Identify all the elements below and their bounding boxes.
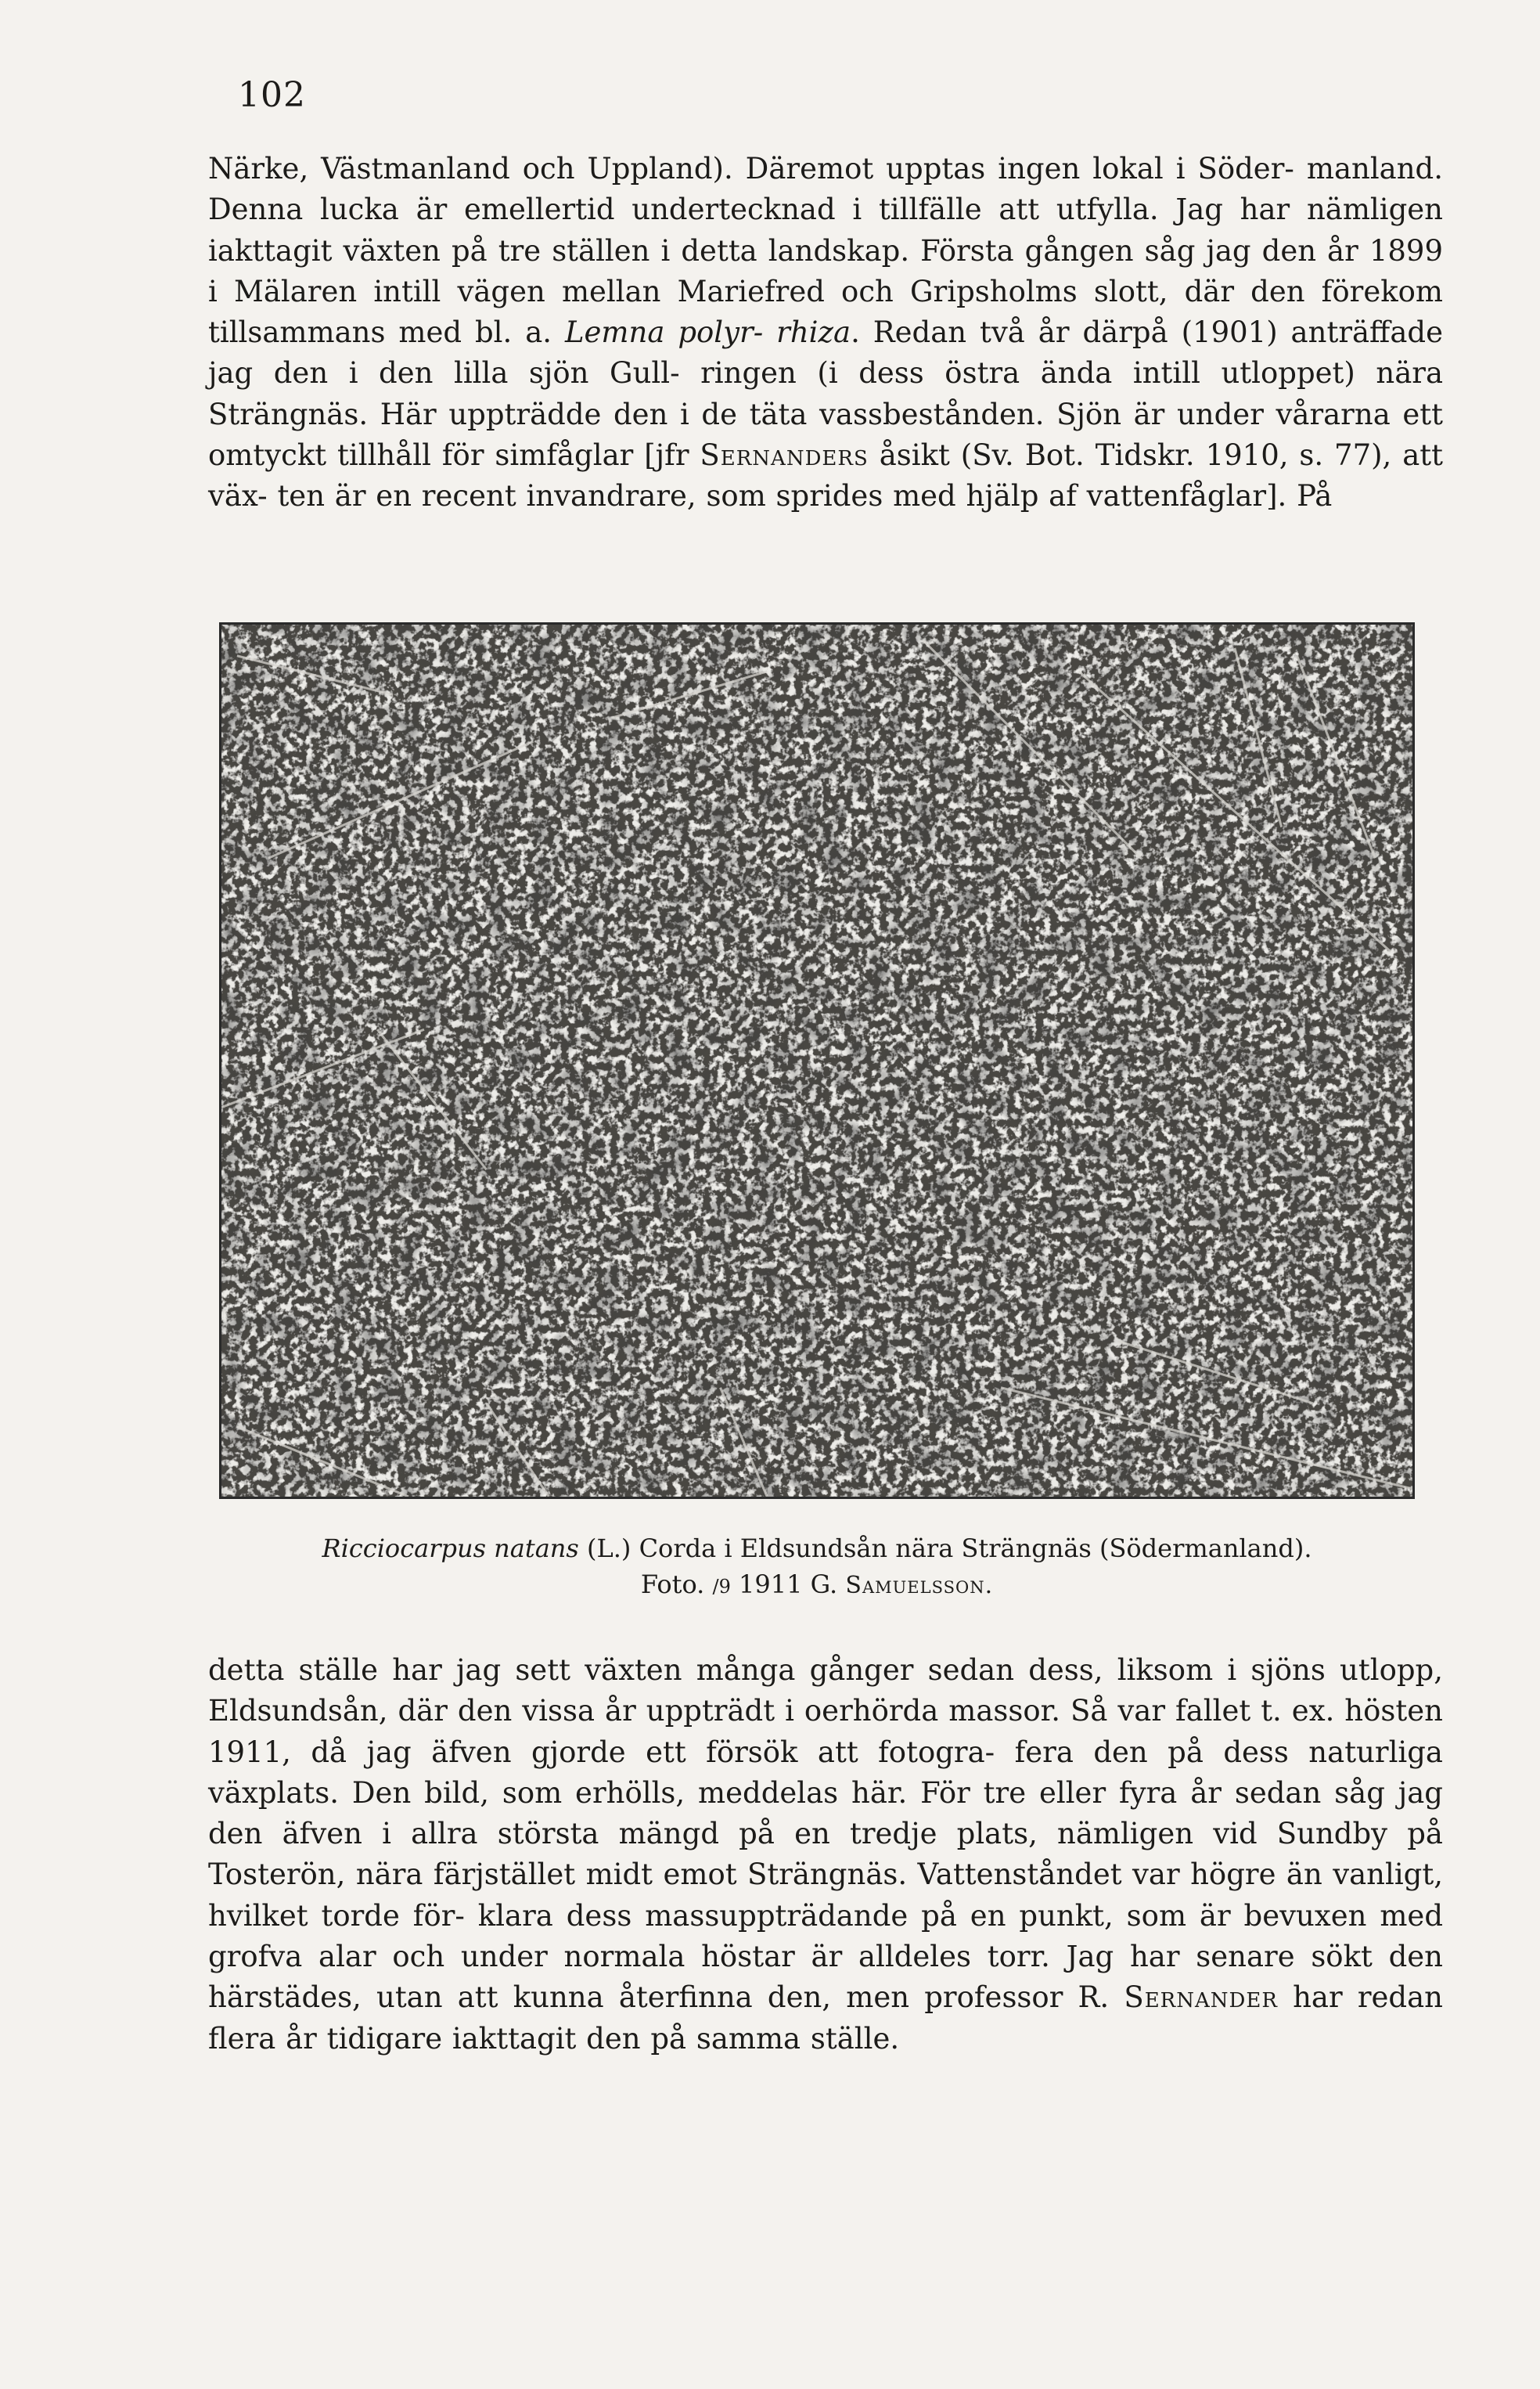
paragraph-bottom [208,1650,1443,2059]
text-run: detta ställe har jag sett växten många gånger sedan dess, liksom i sjöns utlopp, Eldsundsån, där den vissa år uppträdt i oerhörda massor. Så var fallet t. ex. hösten 1911, då jag äfven gjorde ett försök att fotogra- fera den på dess naturliga växplats. Den bild, som erhölls, meddelas här. För tre eller fyra år sedan såg jag den äfven i allra största mängd på en tredje plats, nämligen vid Sundby på Tosterön, nära färjstället midt emot Strängnäs. Vattenståndet var högre än vanligt, hvilket torde för- klara dess massuppträdande på en punkt, som är bevuxen med grofva alar och under normala höstar är alldeles torr. Jag har senare sökt den härstädes, utan att kunna återfinna den, men professor R. [208,1653,1443,2015]
author-name-sernanders: Sernanders [700,438,869,473]
body-text-top [208,149,1443,517]
text-run: åsikt (Sv. Bot. Tidskr. 1910, s. 77), att väx- ten är en recent invandrare, som sprides med hjälp af vattenfåglar]. På [208,438,1443,513]
caption-species-name: Ricciocarpus natans [322,1533,579,1563]
caption-line-2 [219,1566,1415,1605]
text-run: har redan flera år tidigare iakttagit den på samma ställe. [208,1980,1443,2056]
caption-text: (L.) Corda i Eldsundsån nära Strängnäs (Södermanland). [578,1533,1312,1563]
species-name-lemna: Lemna polyr- rhiza [564,315,851,350]
paragraph-top [208,149,1443,517]
ricciocarpus-photo [221,625,1412,1497]
figure-photograph [219,622,1415,1499]
author-name-sernander: Sernander [1124,1980,1278,2015]
body-text-bottom [208,1650,1443,2059]
text-run: . Redan två år därpå (1901) anträffade jag den i den lilla sjön Gull- ringen (i dess östra ända intill utloppet) nära Strängnäs. Här uppträdde den i de täta vassbestånden. Sjön är under vårarna ett omtyckt tillhåll för simfåglar [jfr [208,315,1443,473]
caption-date: /9 [712,1576,731,1598]
figure-caption [219,1530,1415,1605]
caption-foto-label: Foto. [640,1569,713,1599]
caption-photographer: Samuelsson. [845,1572,994,1599]
text-run: Närke, Västmanland och Uppland). Däremot upptas ingen lokal i Söder- manland. Denna lucka är emellertid undertecknad i tillfälle att utfylla. Jag har nämligen iakttagit växten på tre ställen i detta landskap. Första gången såg jag den år 1899 i Mälaren intill vägen mellan Mariefred och Gripsholms slott, där den förekom tillsammans med bl. a. [208,152,1443,350]
caption-year: 1911 G. [730,1569,846,1599]
page-number: 102 [238,75,306,115]
caption-line-1 [219,1530,1415,1566]
